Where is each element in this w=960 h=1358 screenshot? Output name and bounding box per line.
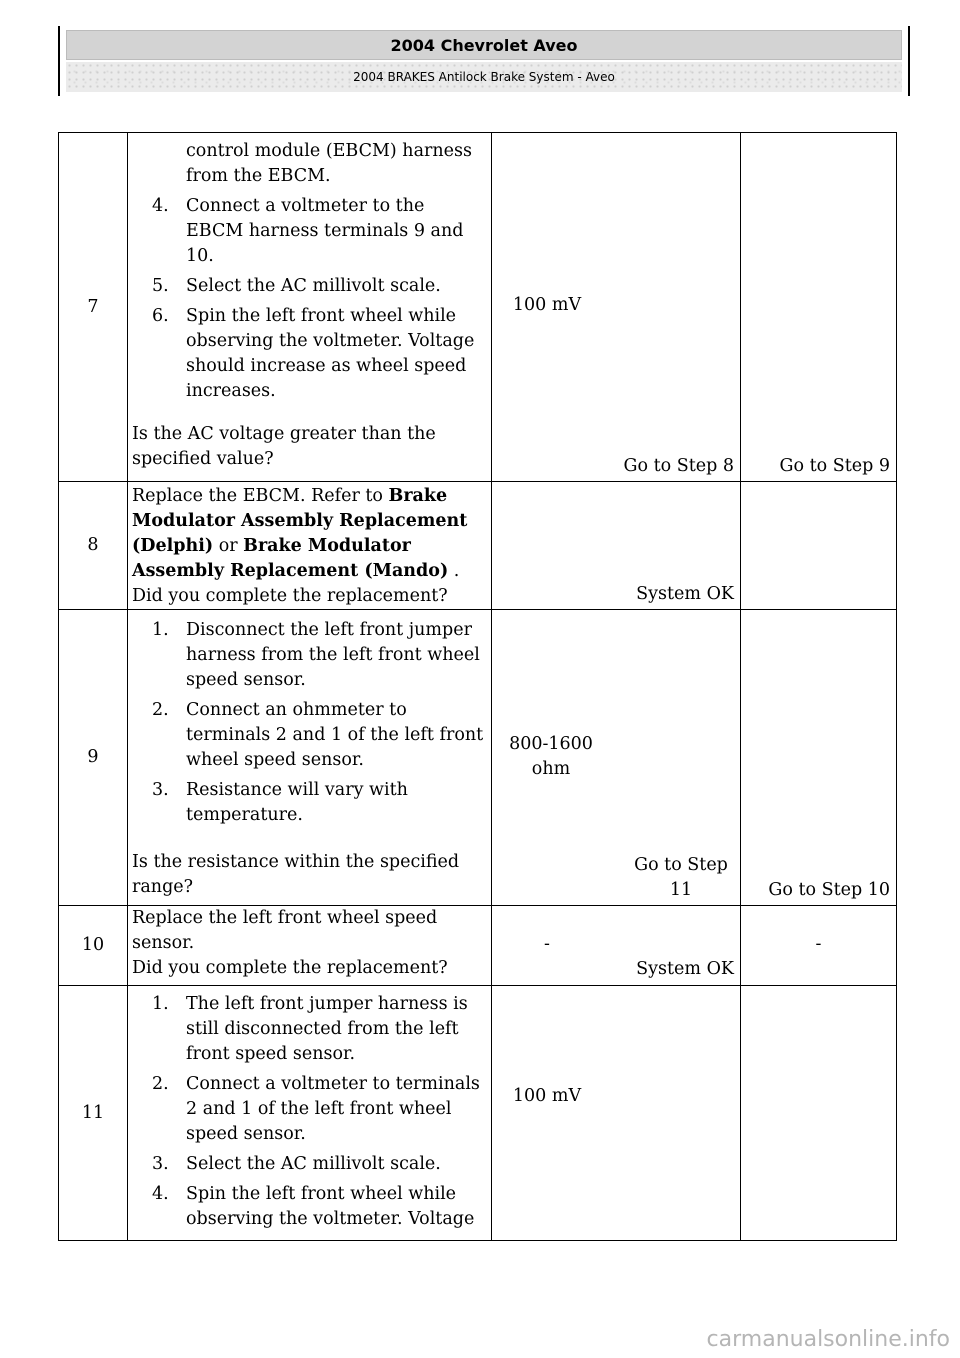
list-item: 2. Connect an ohmmeter to terminals 2 and 1 of the left front wheel speed sensor. [152,700,484,770]
spec-value: 800-1600 ohm [509,734,593,779]
action-cell [128,482,492,610]
list-item: 3. Select the AC millivolt scale. [152,1154,441,1174]
yes-link[interactable]: System OK [636,584,734,604]
spec-value: - [544,934,550,954]
spec-value: 100 mV [512,295,582,315]
list-item: 5. Select the AC millivolt scale. [152,276,441,296]
list-item: 4. Connect a voltmeter to the EBCM harness terminals 9 and 10. [152,196,464,266]
spec-value: 100 mV [512,1086,582,1106]
action-cell [128,610,492,906]
document-title: 2004 Chevrolet Aveo [66,30,902,60]
no-cell [741,906,897,986]
list-item: 6. Spin the left front wheel while observing the voltmeter. Voltage should increase as wheel speed increases. [152,306,475,401]
no-cell [741,133,897,482]
watermark: carmanualsonline.info [706,1327,950,1352]
step-number: 8 [59,482,128,610]
table-row [59,133,897,482]
list-item: 3. Resistance will vary with temperature. [152,780,408,825]
procedure-list [132,992,487,1232]
question-text: Is the AC voltage greater than the specified value? [132,424,436,469]
action-cell [128,133,492,482]
table-row [59,986,897,1241]
brake-modulator-delphi-link[interactable]: Brake Modulator Assembly Replacement (Delphi) [132,486,468,556]
value-cell [492,610,741,906]
document-subtitle: 2004 BRAKES Antilock Brake System - Aveo [66,62,902,92]
no-cell [741,986,897,1241]
no-cell [741,482,897,610]
list-item: 1. The left front jumper harness is still disconnected from the left front speed sensor. [152,994,468,1064]
table-row [59,906,897,986]
value-cell [492,482,741,610]
question-text: Did you complete the replacement? [132,586,448,606]
action-text: Replace the left front wheel speed sensor. [132,908,438,953]
action-cell [128,906,492,986]
no-cell [741,610,897,906]
procedure-list [132,194,487,404]
value-cell [492,906,741,986]
question-text: Did you complete the replacement? [132,958,448,978]
yes-link[interactable]: Go to Step 11 [634,855,728,900]
step-number: 10 [59,906,128,986]
step-number: 9 [59,610,128,906]
step-number: 7 [59,133,128,482]
yes-link[interactable]: Go to Step 8 [623,456,734,476]
procedure-list [132,618,487,828]
list-item: 4. Spin the left front wheel while observing the voltmeter. Voltage [152,1184,475,1229]
yes-link[interactable]: System OK [636,959,734,979]
table-row [59,610,897,906]
diagnostic-table [58,132,897,1241]
no-link[interactable]: Go to Step 10 [768,880,890,900]
question-text: Is the resistance within the specified range? [132,852,460,897]
table-row [59,482,897,610]
no-link[interactable]: Go to Step 9 [779,456,890,476]
step-number: 11 [59,986,128,1241]
no-value: - [815,934,822,954]
value-cell [492,133,741,482]
action-text: Replace the EBCM. Refer to Brake Modulator Assembly Replacement (Delphi) or Brake Modulator Assembly Replacement (Mando) . [132,486,468,581]
action-cell [128,986,492,1241]
continued-text: control module (EBCM) harness from the EBCM. [186,141,472,186]
brake-modulator-mando-link[interactable]: Brake Modulator Assembly Replacement (Mando) [132,536,449,581]
value-cell [492,986,741,1241]
list-item: 2. Connect a voltmeter to terminals 2 and 1 of the left front wheel speed sensor. [152,1074,480,1144]
list-item: 1. Disconnect the left front jumper harness from the left front wheel speed sensor. [152,620,480,690]
